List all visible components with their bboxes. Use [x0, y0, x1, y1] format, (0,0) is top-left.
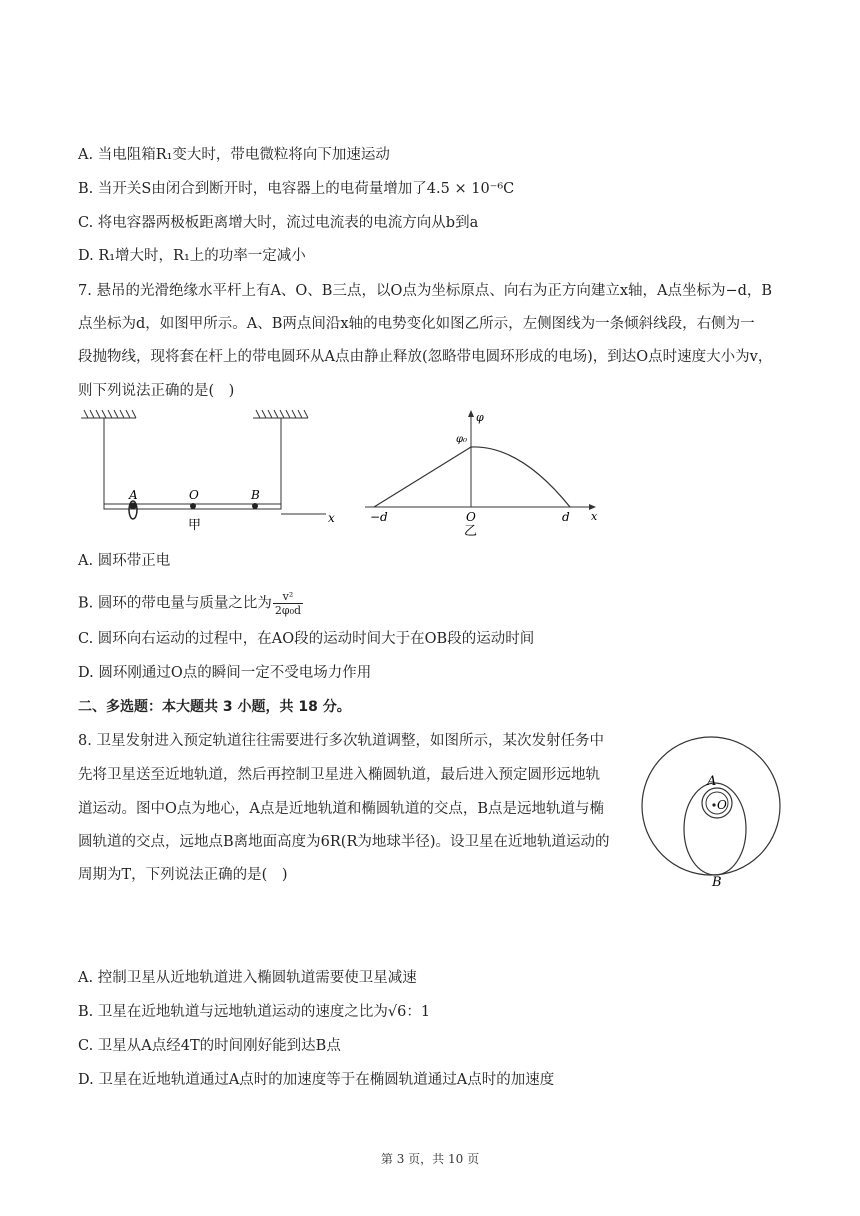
q7-stem-line-2: 点坐标为d，如图甲所示。A、B两点间沿x轴的电势变化如图乙所示，左侧图线为一条倾斜线段，右侧为一 — [78, 316, 755, 332]
q7-option-b — [78, 590, 303, 617]
q7-stem-line-3: 段抛物线，现将套在杆上的带电圆环从A点由静止释放(忽略带电圆环形成的电场)，到达O点时速度大小为v， — [78, 349, 773, 365]
q8-stem-line-3: 道运动。图中O点为地心，A点是近地轨道和椭圆轨道的交点，B点是远地轨道与椭 — [78, 801, 605, 817]
elliptical-orbit — [684, 783, 746, 875]
jia-x-label: x — [328, 511, 335, 525]
q8-option-d: D. 卫星在近地轨道通过A点时的加速度等于在椭圆轨道通过A点时的加速度 — [78, 1072, 555, 1088]
page-footer: 第 3 页，共 10 页 — [380, 1152, 480, 1166]
q6-option-a: A. 当电阻箱R₁变大时，带电微粒将向下加速运动 — [78, 147, 390, 163]
point-b-dot — [252, 503, 258, 509]
jia-label-b: B — [251, 488, 260, 502]
orbit-label-a: A — [707, 774, 717, 789]
q8-stem-line-1: 8. 卫星发射进入预定轨道往往需要进行多次轨道调整，如图所示，某次发射任务中 — [78, 733, 604, 749]
q7-stem-line-1: 7. 悬吊的光滑绝缘水平杆上有A、O、B三点，以O点为坐标原点、向右为正方向建立x轴，A点坐标为−d，B — [78, 283, 773, 299]
q7-option-a: A. 圆环带正电 — [78, 553, 171, 569]
q8-stem-line-4: 圆轨道的交点，远地点B离地面高度为6R(R为地球半径)。设卫星在近地轨道运动的 — [78, 834, 610, 850]
jia-label-o: O — [189, 488, 199, 502]
yi-right-label: d — [562, 510, 570, 524]
far-orbit — [642, 737, 780, 875]
ceiling-left — [81, 410, 136, 418]
orbit-label-o: O — [717, 798, 727, 812]
q7-option-d: D. 圆环刚通过O点的瞬间一定不受电场力作用 — [78, 665, 372, 681]
yi-x-label: x — [591, 510, 598, 523]
ceiling-right — [253, 410, 308, 418]
jia-label-a: A — [129, 488, 138, 502]
q6-option-b: B. 当开关S由闭合到断开时，电容器上的电荷量增加了4.5 × 10⁻⁶C — [78, 181, 515, 197]
q7-figure-jia — [78, 405, 348, 535]
q6-option-c: C. 将电容器两极板距离增大时，流过电流表的电流方向从b到a — [78, 215, 479, 231]
yi-left-label: −d — [370, 510, 388, 524]
q7-option-b-prefix: B. 圆环的带电量与质量之比为 — [78, 595, 272, 612]
jia-caption: 甲 — [188, 518, 202, 533]
yi-phi-label: φ — [476, 411, 484, 424]
q8-orbit-figure — [638, 735, 788, 890]
potential-line — [374, 447, 471, 507]
yi-phi0-label: φ₀ — [456, 434, 468, 445]
yi-origin-label: O — [466, 510, 476, 524]
q8-option-b: B. 卫星在近地轨道与远地轨道运动的速度之比为√6：1 — [78, 1004, 431, 1020]
q8-stem-line-5: 周期为T，下列说法正确的是( ) — [78, 867, 288, 883]
q7-option-b-fraction — [273, 590, 303, 617]
q8-option-a: A. 控制卫星从近地轨道进入椭圆轨道需要使卫星减速 — [78, 970, 417, 986]
q6-option-d: D. R₁增大时，R₁上的功率一定减小 — [78, 248, 306, 264]
q8-stem-line-2: 先将卫星送至近地轨道，然后再控制卫星进入椭圆轨道，最后进入预定圆形远地轨 — [78, 767, 600, 783]
yi-caption: 乙 — [464, 524, 478, 537]
q7-figure-yi — [360, 405, 610, 537]
fraction-denominator: 2φ₀d — [274, 604, 302, 617]
section-2-heading: 二、多选题：本大题共 3 小题，共 18 分。 — [78, 699, 351, 715]
point-a-dot — [130, 503, 137, 510]
potential-parabola — [471, 447, 570, 507]
q7-stem-line-4: 则下列说法正确的是( ) — [78, 383, 235, 399]
q8-option-c: C. 卫星从A点经4T的时间刚好能到达B点 — [78, 1038, 341, 1054]
q7-option-c: C. 圆环向右运动的过程中，在AO段的运动时间大于在OB段的运动时间 — [78, 631, 535, 647]
orbit-label-b: B — [712, 875, 722, 890]
fraction-numerator: v² — [273, 590, 303, 604]
point-o-dot — [190, 503, 196, 509]
earth-center-dot — [712, 803, 715, 806]
